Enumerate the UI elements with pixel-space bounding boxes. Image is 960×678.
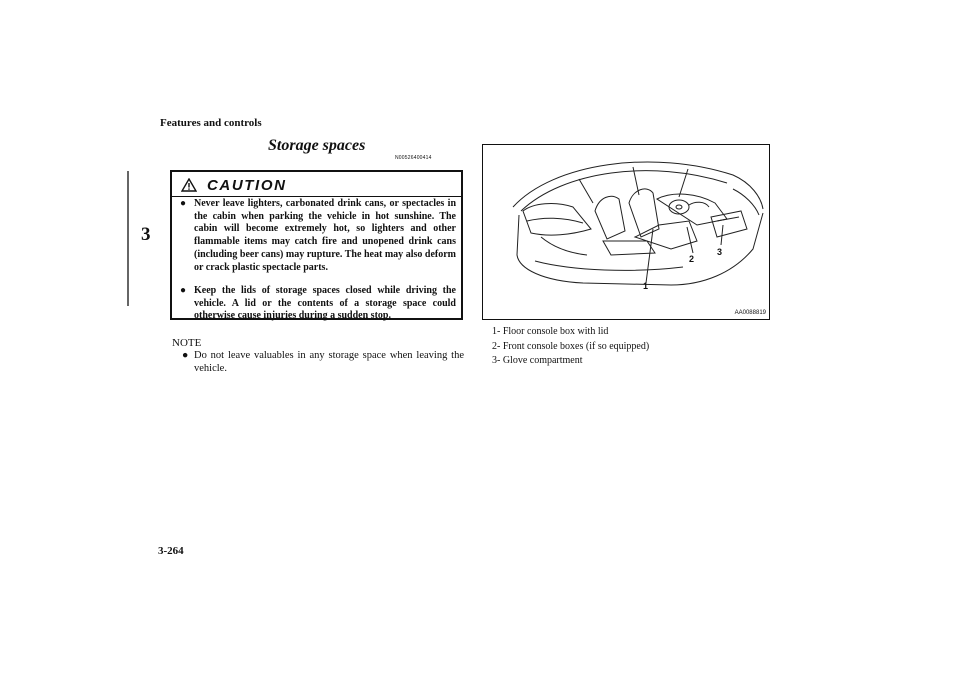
legend-item: 3- Glove compartment (492, 355, 583, 366)
figure-callout: 1 (643, 281, 649, 291)
figure-code: AA0088819 (734, 310, 766, 316)
bullet-icon: ● (182, 350, 189, 361)
note-item-text: Do not leave valuables in any storage space when leaving the vehicle. (194, 350, 464, 374)
caution-divider (172, 196, 461, 197)
note-label: NOTE (172, 337, 202, 349)
vehicle-interior-illustration (483, 145, 769, 319)
page-number: 3-264 (158, 545, 184, 557)
figure-callout: 3 (717, 247, 723, 257)
chapter-tab-divider (127, 171, 129, 306)
note-item (182, 350, 464, 375)
figure-callout: 2 (689, 254, 695, 264)
caution-box (170, 170, 463, 320)
legend-item: 2- Front console boxes (if so equipped) (492, 341, 650, 352)
bullet-icon: ● (180, 285, 187, 296)
legend-item: 1- Floor console box with lid (492, 326, 609, 337)
chapter-tab-number: 3 (141, 224, 151, 245)
caution-item-text: Never leave lighters, carbonated drink cans, or spectacles in the cabin when parking the vehicle in hot sunshine. The cabin will become extremely hot, so lighters and other flammable items may catch fire and unopened drink cans (including beer cans) may rupture. The heat may also deform or crack plastic spectacle parts. (194, 198, 456, 273)
warning-triangle-icon (181, 178, 197, 192)
section-header: Features and controls (160, 117, 262, 129)
caution-item (180, 285, 456, 323)
storage-spaces-figure (482, 144, 770, 320)
bullet-icon: ● (180, 198, 187, 209)
section-code: N00526400414 (395, 155, 432, 161)
caution-item (180, 198, 456, 274)
caution-header (181, 175, 287, 195)
caution-label: CAUTION (207, 176, 287, 194)
page-title: Storage spaces (268, 137, 366, 154)
caution-item-text: Keep the lids of storage spaces closed while driving the vehicle. A lid or the contents of a storage space could otherwise cause injuries during a sudden stop. (194, 285, 456, 322)
